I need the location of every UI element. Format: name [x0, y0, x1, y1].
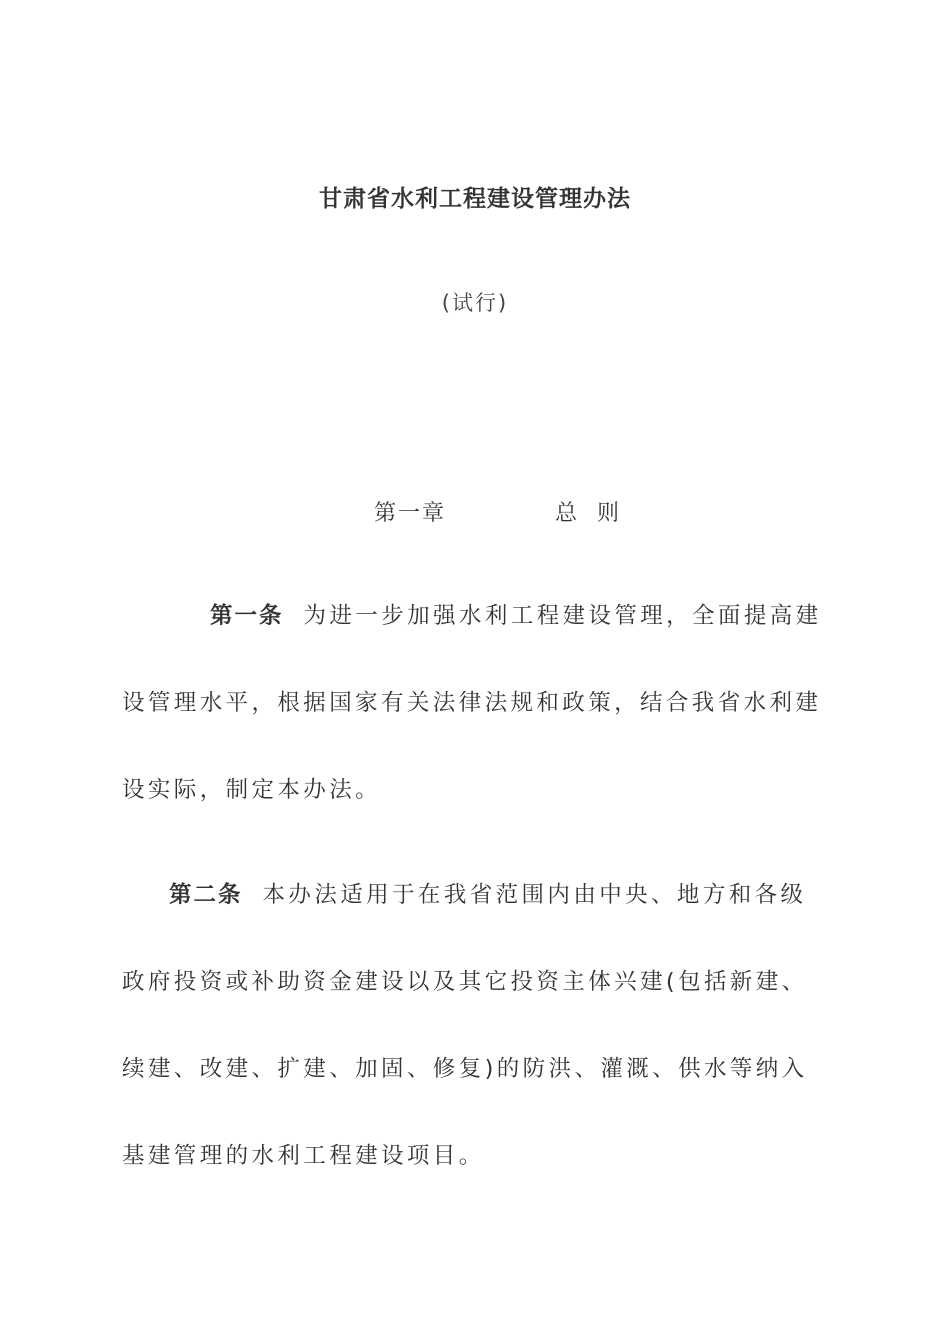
article-label: 第二条	[169, 882, 243, 908]
document-title: 甘肃省水利工程建设管理办法	[319, 186, 631, 212]
article-text: 为进一步加强水利工程建设管理，全面提高建设管理水平，根据国家有关法律法规和政策，结合我省水利建设实际，制定本办法。	[122, 603, 822, 803]
article-text: 本办法适用于在我省范围内由中央、地方和各级政府投资或补助资金建设以及其它投资主体兴建(包括新建、续建、改建、扩建、加固、修复)的防洪、灌溉、供水等纳入基建管理的水利工程建设项目。	[122, 882, 808, 1169]
article-2	[122, 852, 832, 1200]
article-label: 第一条	[210, 603, 284, 629]
chapter-name: 总则	[555, 501, 640, 526]
document-subtitle: (试行)	[441, 291, 509, 315]
chapter-number: 第一章	[374, 501, 447, 526]
article-1	[122, 573, 832, 834]
